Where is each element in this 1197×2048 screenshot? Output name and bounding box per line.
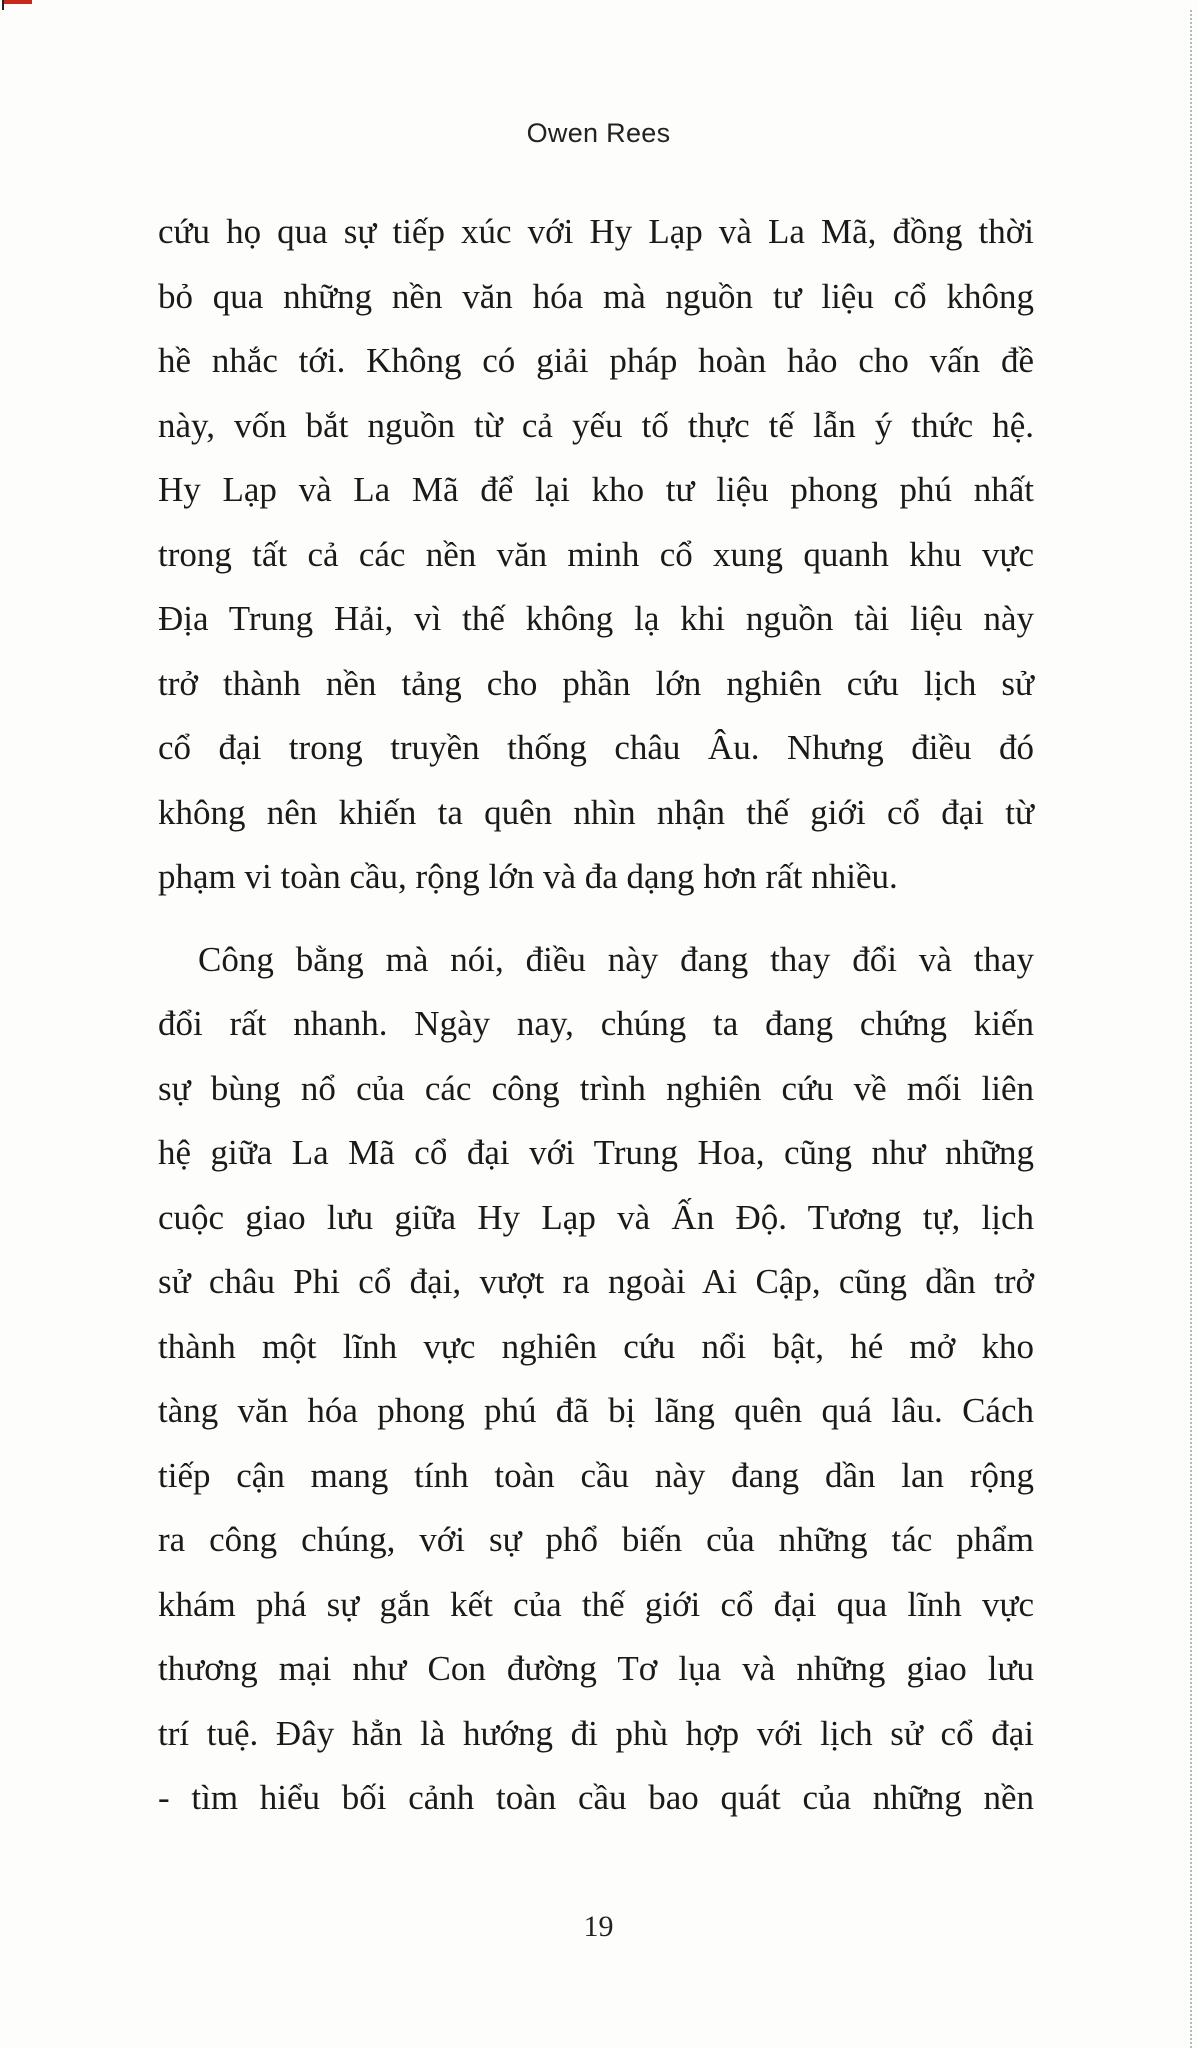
text-line: hệ giữa La Mã cổ đại với Trung Hoa, cũng như những: [158, 1133, 1034, 1172]
scan-edge-mark: [2, 0, 32, 4]
text-line: Hy Lạp và La Mã để lại kho tư liệu phong phú nhất: [158, 470, 1034, 509]
text-line: thương mại như Con đường Tơ lụa và những giao lưu: [158, 1649, 1034, 1688]
text-line: cổ đại trong truyền thống châu Âu. Nhưng điều đó: [158, 728, 1034, 767]
text-line: - tìm hiểu bối cảnh toàn cầu bao quát của những nền: [158, 1778, 1034, 1817]
text-line: tàng văn hóa phong phú đã bị lãng quên quá lâu. Cách: [158, 1391, 1034, 1430]
text-line: thành một lĩnh vực nghiên cứu nổi bật, hé mở kho: [158, 1326, 1034, 1366]
text-line: này, vốn bắt nguồn từ cả yếu tố thực tế lẫn ý thức hệ.: [158, 405, 1034, 445]
text-line: không nên khiến ta quên nhìn nhận thế giới cổ đại từ: [158, 792, 1034, 832]
page-edge-line: [1190, 10, 1192, 2048]
text-line: cứu họ qua sự tiếp xúc với Hy Lạp và La Mã, đồng thời: [158, 212, 1034, 251]
text-line: sử châu Phi cổ đại, vượt ra ngoài Ai Cập, cũng dần trở: [158, 1262, 1034, 1301]
text-line: hề nhắc tới. Không có giải pháp hoàn hảo cho vấn đề: [158, 341, 1034, 380]
text-line: Địa Trung Hải, vì thế không lạ khi nguồn tài liệu này: [158, 599, 1034, 638]
text-line: ra công chúng, với sự phổ biến của những tác phẩm: [158, 1520, 1034, 1559]
text-line: bỏ qua những nền văn hóa mà nguồn tư liệu cổ không: [158, 276, 1034, 316]
text-line: Công bằng mà nói, điều này đang thay đổi và thay: [198, 939, 1034, 979]
text-line: sự bùng nổ của các công trình nghiên cứu về mối liên: [158, 1068, 1034, 1108]
text-line: phạm vi toàn cầu, rộng lớn và đa dạng hơn rất nhiều.: [158, 857, 898, 896]
paragraph-2: [158, 928, 1034, 1831]
text-line: khám phá sự gắn kết của thế giới cổ đại qua lĩnh vực: [158, 1584, 1034, 1624]
running-head-author: Owen Rees: [526, 118, 671, 148]
text-line: trở thành nền tảng cho phần lớn nghiên cứu lịch sử: [158, 663, 1034, 703]
text-line: trong tất cả các nền văn minh cổ xung quanh khu vực: [158, 534, 1034, 574]
body-text: [158, 200, 1034, 1831]
scan-edge-mark-stem: [2, 0, 4, 10]
text-line: đổi rất nhanh. Ngày nay, chúng ta đang chứng kiến: [158, 1004, 1034, 1043]
text-line: trí tuệ. Đây hẳn là hướng đi phù hợp với lịch sử cổ đại: [158, 1713, 1034, 1753]
paragraph-1: [158, 200, 1034, 910]
text-line: tiếp cận mang tính toàn cầu này đang dần lan rộng: [158, 1455, 1034, 1495]
text-line: cuộc giao lưu giữa Hy Lạp và Ấn Độ. Tương tự, lịch: [158, 1197, 1034, 1237]
page-number: 19: [583, 1910, 614, 1943]
